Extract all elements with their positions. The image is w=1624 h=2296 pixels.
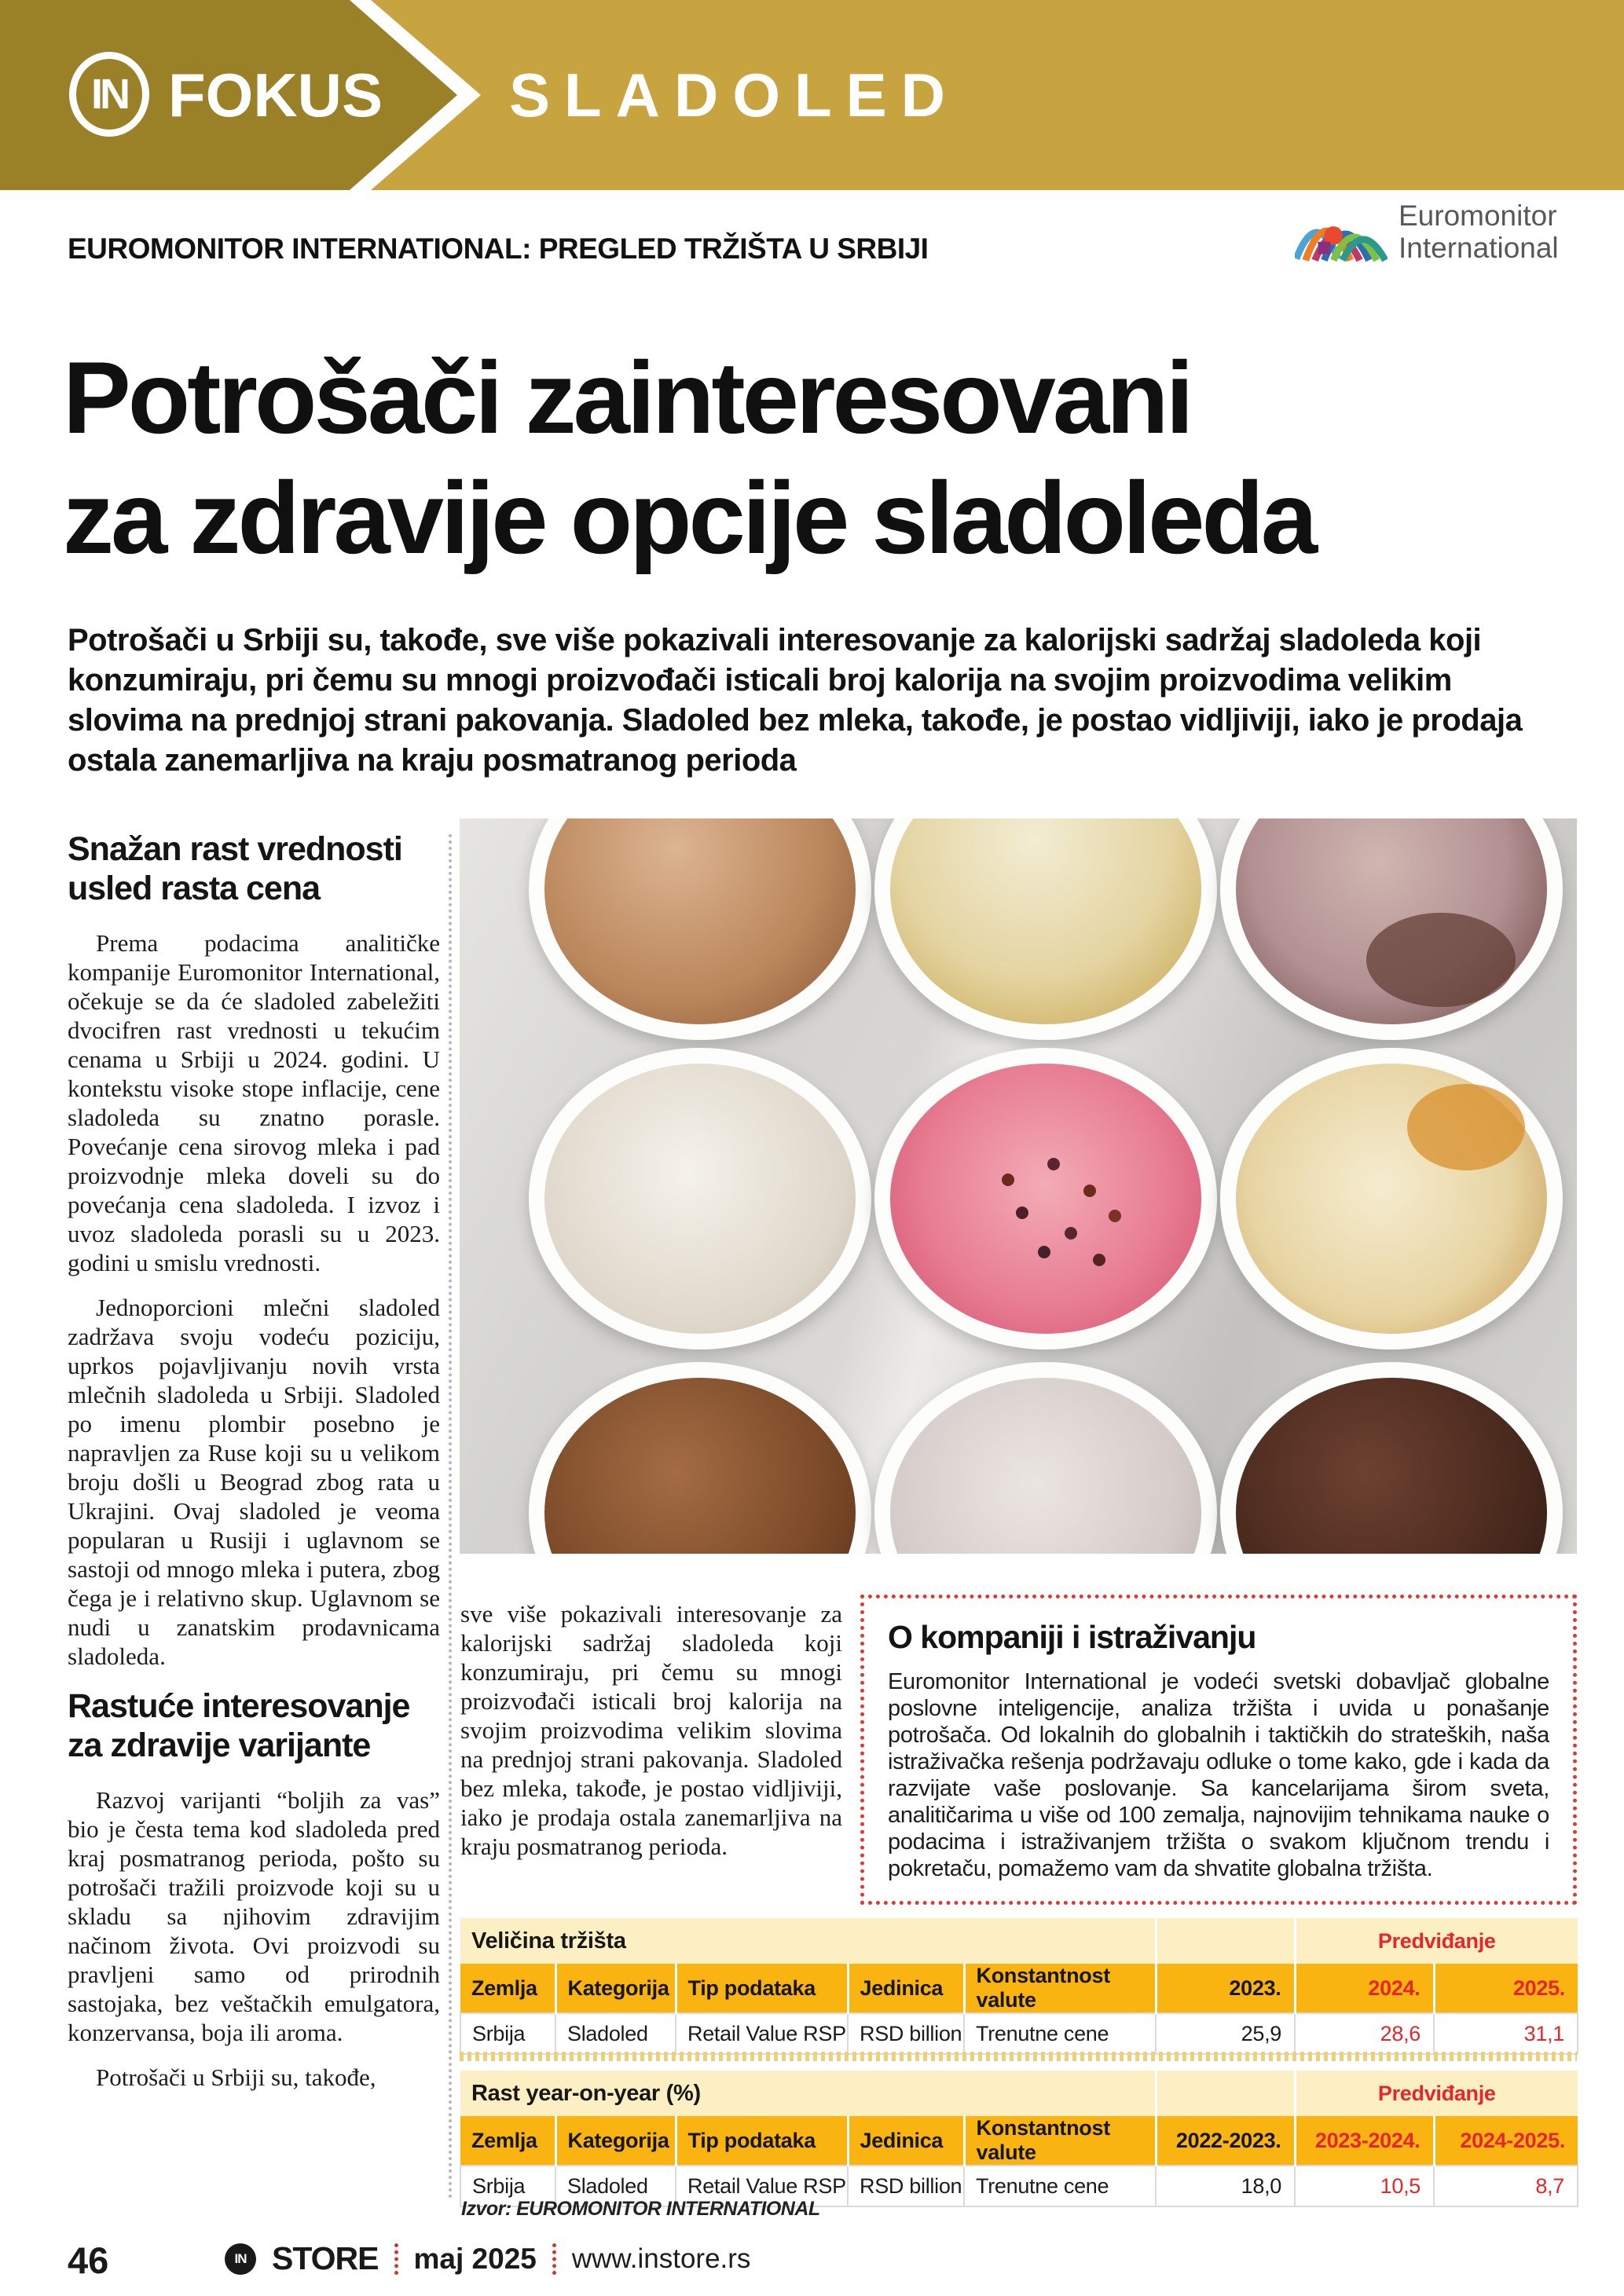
subheading-growth: Snažan rast vrednosti usled rasta cena — [68, 830, 402, 907]
ice-cream-photo — [460, 818, 1577, 1554]
ice-cream-cup — [529, 1048, 871, 1349]
cell-forecast-value: 10,5 — [1295, 2166, 1434, 2206]
left-paragraph-2: Jednoporcioni mlečni sladoled zadržava svoju vodeću poziciju, uprkos pojavljivanju novih vrsta mlečnih sladoleda u Srbiji. Sladoled po imenu plombir posebno je napravljen za Ruse koji su u velikom broju došli u Beograd zbog rata u Ukrajini. Ovaj sladoled je veoma popularan u Rusiji i uglavnom se sastoji od mnogo mleka i putera, zbog čega je i relativno skup. Uglavnom se nudi u zanatskim prodavnicama sladoleda. — [68, 1294, 440, 1670]
ice-cream-cup — [874, 1048, 1217, 1349]
col-header: Kategorija — [555, 2116, 676, 2166]
col-header-year-forecast: 2025. — [1434, 1964, 1578, 2013]
col-header-year: 2023. — [1156, 1964, 1295, 2013]
about-box-title: O kompaniji i istraživanju — [888, 1619, 1256, 1655]
left-column — [68, 829, 440, 2107]
table-title: Rast year-on-year (%) — [460, 2071, 1156, 2116]
column-divider — [449, 834, 452, 2199]
stracciatella-scoop — [544, 1064, 856, 1334]
col-header: Tip podataka — [676, 2116, 848, 2166]
col-header: Zemlja — [460, 1964, 555, 2013]
chocolate-swirl — [1366, 913, 1516, 1007]
col-header: Konstantnost valute — [964, 2116, 1156, 2166]
cell-value: 18,0 — [1156, 2166, 1295, 2206]
middle-paragraph: sve više pokazivali interesovanje za kalorijski sadržaj sladoleda koji konzumiraju, pri čemu su mnogi proizvođači isticali broj kalorija na svojim proizvodima velikim slovima na prednjoj strani pakovanja. Sladoled bez mleka, takođe, je postao vidljiviji, iako je prodaja ostala zanemarljiva na kraju posmatranog perioda. — [460, 1600, 842, 1860]
in-magazine-logo-icon — [69, 52, 149, 137]
left-paragraph-1: Prema podacima analitičke kompanije Euromonitor International, očekuje se da će sladoled zabeležiti dvocifren rast vrednosti u tekućim cenama u Srbiji u 2024. godini. U kontekstu visoke stope inflacije, cene sladoleda su znatno porasle. Povećanje cena sirovog mleka i pad proizvodnje mleka doveli su do povećanja cena sladoleda. I izvoz i uvoz sladoleda porasli su u 2023. godini u smislu vrednosti. — [68, 929, 440, 1276]
cream-scoop — [1236, 1064, 1547, 1334]
col-header: Jedinica — [848, 2116, 964, 2166]
table-header-row — [460, 2116, 1578, 2166]
cell-currency: Trenutne cene — [964, 2166, 1156, 2206]
footer — [225, 2240, 750, 2277]
cell-forecast-value: 28,6 — [1295, 2013, 1434, 2054]
banner-topic-title: SLADOLED — [509, 60, 959, 130]
top-banner — [0, 0, 1624, 190]
euromonitor-logo — [1295, 198, 1559, 265]
euromonitor-logo-line1: Euromonitor — [1399, 200, 1557, 232]
col-header-year: 2022-2023. — [1156, 2116, 1295, 2166]
cell-currency: Trenutne cene — [964, 2013, 1156, 2054]
table-row — [460, 2013, 1578, 2054]
headline-line2: za zdravije opcije sladoleda — [63, 460, 1315, 575]
table-band-spacer — [1156, 1918, 1295, 1964]
table-header-row — [460, 1964, 1578, 2013]
cell-country: Srbija — [460, 2166, 555, 2206]
euromonitor-logo-icon — [1295, 198, 1388, 265]
headline-line1: Potrošači zainteresovani — [63, 340, 1191, 455]
footer-separator-icon — [552, 2243, 556, 2275]
instore-logo-icon — [225, 2243, 256, 2275]
source-note: Izvor: EUROMONITOR INTERNATIONAL — [461, 2198, 820, 2220]
cell-country: Srbija — [460, 2013, 555, 2054]
dark-chocolate-scoop — [1236, 1378, 1547, 1554]
caramel-swirl — [1407, 1084, 1525, 1170]
footer-date: maj 2025 — [413, 2242, 537, 2275]
col-header: Konstantnost valute — [964, 1964, 1156, 2013]
euromonitor-logo-line2: International — [1399, 232, 1559, 264]
vanilla-scoop — [890, 818, 1201, 1024]
caramel-scoop — [544, 818, 856, 1024]
cell-forecast-value: 8,7 — [1434, 2166, 1578, 2206]
table-title-row — [460, 2071, 1578, 2116]
footer-website: www.instore.rs — [571, 2243, 751, 2274]
forecast-label: Predviđanje — [1295, 1918, 1578, 1964]
table-separator — [460, 2052, 1577, 2061]
cell-unit: RSD billion — [848, 2166, 964, 2206]
cell-forecast-value: 31,1 — [1434, 2013, 1578, 2054]
col-header-year-forecast: 2024. — [1295, 1964, 1434, 2013]
left-paragraph-3: Razvoj varijanti “boljih za vas” bio je česta tema kod sladoleda pred kraj posmatranog perioda, pošto su potrošači tražili proizvode koji su u skladu sa njihovim zdravijim načinom života. Ovi proizvodi su pravljeni samo od prirodnih sastojaka, bez veštačkih emulgatora, konzervansa, boja ili aroma. — [68, 1786, 440, 2046]
col-header: Zemlja — [460, 2116, 555, 2166]
cell-value: 25,9 — [1156, 2013, 1295, 2054]
growth-table — [460, 2071, 1578, 2207]
col-header: Jedinica — [848, 1964, 964, 2013]
middle-column — [460, 1599, 842, 1877]
col-header: Kategorija — [555, 1964, 676, 2013]
kicker-heading: EUROMONITOR INTERNATIONAL: PREGLED TRŽIŠTA U SRBIJI — [68, 233, 929, 265]
cell-category: Sladoled — [555, 2013, 676, 2054]
cell-category: Sladoled — [555, 2166, 676, 2206]
milk-chocolate-scoop — [544, 1378, 856, 1554]
article-headline — [63, 338, 1314, 578]
strawberry-scoop — [890, 1064, 1201, 1334]
ice-cream-cup — [1220, 1048, 1563, 1349]
table-title-row — [460, 1918, 1578, 1964]
col-header-year-forecast: 2023-2024. — [1295, 2116, 1434, 2166]
article-lead: Potrošači u Srbiji su, takođe, sve više pokazivali interesovanje za kalorijski sadržaj sladoleda koji konzumiraju, pri čemu su mnogi proizvođači isticali broj kalorija na svojim proizvodima velikim slovima na prednjoj strani pakovanja. Sladoled bez mleka, takođe, je postao vidljiviji, iako je prodaja ostala zanemarljiva na kraju posmatranog perioda — [68, 623, 1523, 778]
instore-logo-word: STORE — [272, 2240, 379, 2276]
berries — [1047, 1158, 1060, 1170]
about-box-body: Euromonitor International je vodeći svetski dobavljač globalne poslovne inteligencije, analiza tržišta i uvida u ponašanje potrošača. Od lokalnih do globalnih i taktičkih do strateških, naša istraživačka rešenja podržavaju odluke o tome kako, gde i kada da razvijate vaše poslovanje. Sa kancelarijama širom sveta, analitičarima u više od 100 zemalja, najnovijim tehnikama nauke o podacima i istraživanjem tržišta o svakom ključnom trendu i pokretaču, pomažemo vam da shvatite globalna tržišta. — [888, 1669, 1549, 1881]
about-company-box — [860, 1595, 1577, 1905]
in-logo-text: IN — [91, 71, 127, 118]
cell-unit: RSD billion — [848, 2013, 964, 2054]
cell-datatype: Retail Value RSP — [676, 2013, 848, 2054]
col-header-year-forecast: 2024-2025. — [1434, 2116, 1578, 2166]
pale-scoop — [890, 1378, 1201, 1554]
subheading-healthy: Rastuće interesovanje za zdravije varijante — [68, 1687, 410, 1764]
banner-section-label: FOKUS — [168, 60, 383, 130]
mauve-scoop — [1236, 818, 1547, 1024]
cell-datatype: Retail Value RSP — [676, 2166, 848, 2206]
euromonitor-logo-text — [1399, 200, 1559, 264]
table-title: Veličina tržišta — [460, 1918, 1156, 1964]
table-band-spacer — [1156, 2071, 1295, 2116]
col-header: Tip podataka — [676, 1964, 848, 2013]
instore-logo-in: IN — [234, 2250, 247, 2266]
page-number: 46 — [68, 2239, 109, 2281]
market-size-table — [460, 1918, 1578, 2055]
left-paragraph-4: Potrošači u Srbiji su, takođe, — [96, 2063, 376, 2091]
forecast-label: Predviđanje — [1295, 2071, 1578, 2116]
footer-separator-icon — [394, 2243, 398, 2275]
